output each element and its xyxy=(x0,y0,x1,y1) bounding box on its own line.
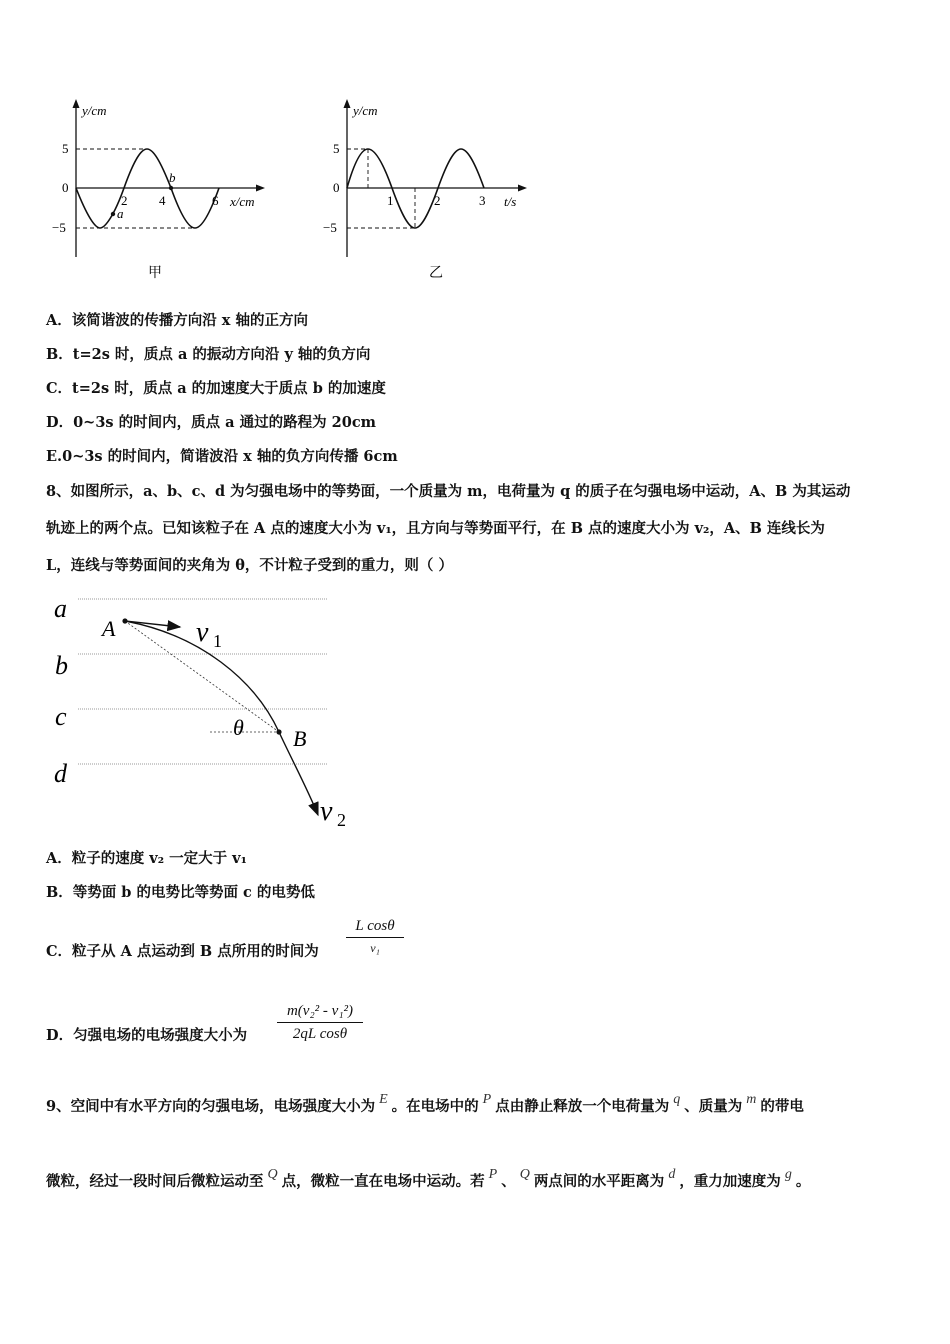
t-tick-1: 1 xyxy=(387,193,394,208)
q8-option-b: B．等势面 b 的电势比等势面 c 的电势低 xyxy=(46,884,315,901)
plane-a-label: a xyxy=(54,594,67,623)
symbol-E: E xyxy=(379,1092,388,1107)
y-axis-label: y/cm xyxy=(82,103,107,118)
x-axis-arrow xyxy=(256,185,265,192)
v1-label: v xyxy=(196,617,209,648)
symbol-P: P xyxy=(482,1092,492,1107)
q9-text: ，重力加速度为 xyxy=(679,1173,781,1190)
q9-text: 、 xyxy=(501,1173,516,1190)
wave-graph-jia xyxy=(50,95,280,285)
q7-option-a: A．该简谐波的传播方向沿 x 轴的正方向 xyxy=(46,312,308,329)
y-axis-arrow xyxy=(73,99,80,108)
plane-d-label: d xyxy=(54,759,67,788)
caption-jia: 甲 xyxy=(148,266,162,281)
q9-line1 xyxy=(46,1092,908,1117)
theta-label: θ xyxy=(233,715,244,740)
v1-arrow xyxy=(125,621,180,627)
point-A-dot xyxy=(122,618,127,623)
q7-option-c: C．t=2s 时，质点 a 的加速度大于质点 b 的加速度 xyxy=(46,380,386,397)
symbol-g: g xyxy=(784,1167,792,1182)
point-b-dot xyxy=(169,186,173,190)
symbol-m: m xyxy=(746,1092,757,1107)
q8-option-c: C．粒子从 A 点运动到 B 点所用的时间为 xyxy=(46,943,319,960)
option-d-fraction xyxy=(277,1003,363,1043)
x-tick-6: 6 xyxy=(212,193,219,208)
q8-option-d: D．匀强电场的电场强度大小为 xyxy=(46,1027,248,1044)
q7-option-d: D．0~3s 的时间内，质点 a 通过的路程为 20cm xyxy=(46,414,377,431)
point-b-label: b xyxy=(169,170,176,185)
vibration-graph-yi xyxy=(322,95,542,285)
q9-text: 。 xyxy=(795,1173,811,1190)
t-axis-label: t/s xyxy=(504,194,517,209)
v2-subscript: 2 xyxy=(337,810,346,830)
q9-line2 xyxy=(46,1167,908,1192)
t-tick-2: 2 xyxy=(434,193,441,208)
x-tick-2: 2 xyxy=(121,193,128,208)
option-c-numerator: L cosθ xyxy=(346,918,404,938)
symbol-P: P xyxy=(488,1167,498,1182)
t-tick-3: 3 xyxy=(479,193,486,208)
q9-text: 的带电 xyxy=(760,1098,804,1115)
q9-text: 、质量为 xyxy=(684,1098,743,1115)
q8-option-a: A．粒子的速度 v₂ 一定大于 v₁ xyxy=(46,850,247,867)
plane-b-label: b xyxy=(55,651,68,680)
x-tick-4: 4 xyxy=(159,193,166,208)
q9-text: 点由静止释放一个电荷量为 xyxy=(495,1098,670,1115)
symbol-q: q xyxy=(673,1092,681,1107)
option-c-denominator: v₁ xyxy=(370,941,380,955)
q8-stem-line2: 轨迹上的两个点。已知该粒子在 A 点的速度大小为 v₁，且方向与等势面平行，在 B 点的速度大小为 v₂，A、B 连线长为 xyxy=(46,520,825,537)
q8-stem-line1: 8、如图所示，a、b、c、d 为匀强电场中的等势面，一个质量为 m，电荷量为 q 的质子在匀强电场中运动，A、B 为其运动 xyxy=(46,483,851,500)
symbol-d: d xyxy=(668,1167,676,1182)
point-B-label: B xyxy=(293,726,307,751)
symbol-Q: Q xyxy=(267,1167,278,1182)
y-tick-0: 0 xyxy=(333,180,340,195)
q9-text: 。在电场中的 xyxy=(391,1098,479,1115)
point-a-dot xyxy=(111,212,115,216)
caption-yi: 乙 xyxy=(429,266,443,281)
t-axis-arrow xyxy=(518,185,527,192)
option-d-denominator: 2qL cosθ xyxy=(292,1026,348,1042)
q9-text: 两点间的水平距离为 xyxy=(533,1173,665,1190)
q8-stem-line3: L，连线与等势面间的夹角为 θ，不计粒子受到的重力，则（ ） xyxy=(46,557,453,574)
point-a-label: a xyxy=(117,206,124,221)
q9-text: 微粒，经过一段时间后微粒运动至 xyxy=(46,1173,264,1190)
y-axis-arrow xyxy=(344,99,351,108)
point-A-label: A xyxy=(102,616,116,641)
q9-text: 9、空间中有水平方向的匀强电场，电场强度大小为 xyxy=(46,1098,376,1115)
q7-option-e: E.0~3s 的时间内，简谐波沿 x 轴的负方向传播 6cm xyxy=(46,448,398,465)
option-d-numerator: m(v₂² - v₁²) xyxy=(277,1003,363,1023)
point-B-dot xyxy=(276,729,281,734)
x-axis-label: x/cm xyxy=(230,194,255,209)
q9-text: 点，微粒一直在电场中运动。若 xyxy=(281,1173,485,1190)
plane-c-label: c xyxy=(55,702,67,731)
v1-subscript: 1 xyxy=(213,631,222,651)
y-tick-0: 0 xyxy=(62,180,69,195)
option-c-fraction xyxy=(346,918,404,956)
y-axis-label: y/cm xyxy=(353,103,378,118)
v2-label: v xyxy=(320,796,333,827)
y-tick-5: 5 xyxy=(62,141,69,156)
equipotential-figure xyxy=(50,590,350,830)
y-tick-5: 5 xyxy=(333,141,340,156)
y-tick-neg5: −5 xyxy=(52,220,66,235)
q7-option-b: B．t=2s 时，质点 a 的振动方向沿 y 轴的负方向 xyxy=(46,346,371,363)
y-tick-neg5: −5 xyxy=(323,220,337,235)
symbol-Q: Q xyxy=(519,1167,530,1182)
